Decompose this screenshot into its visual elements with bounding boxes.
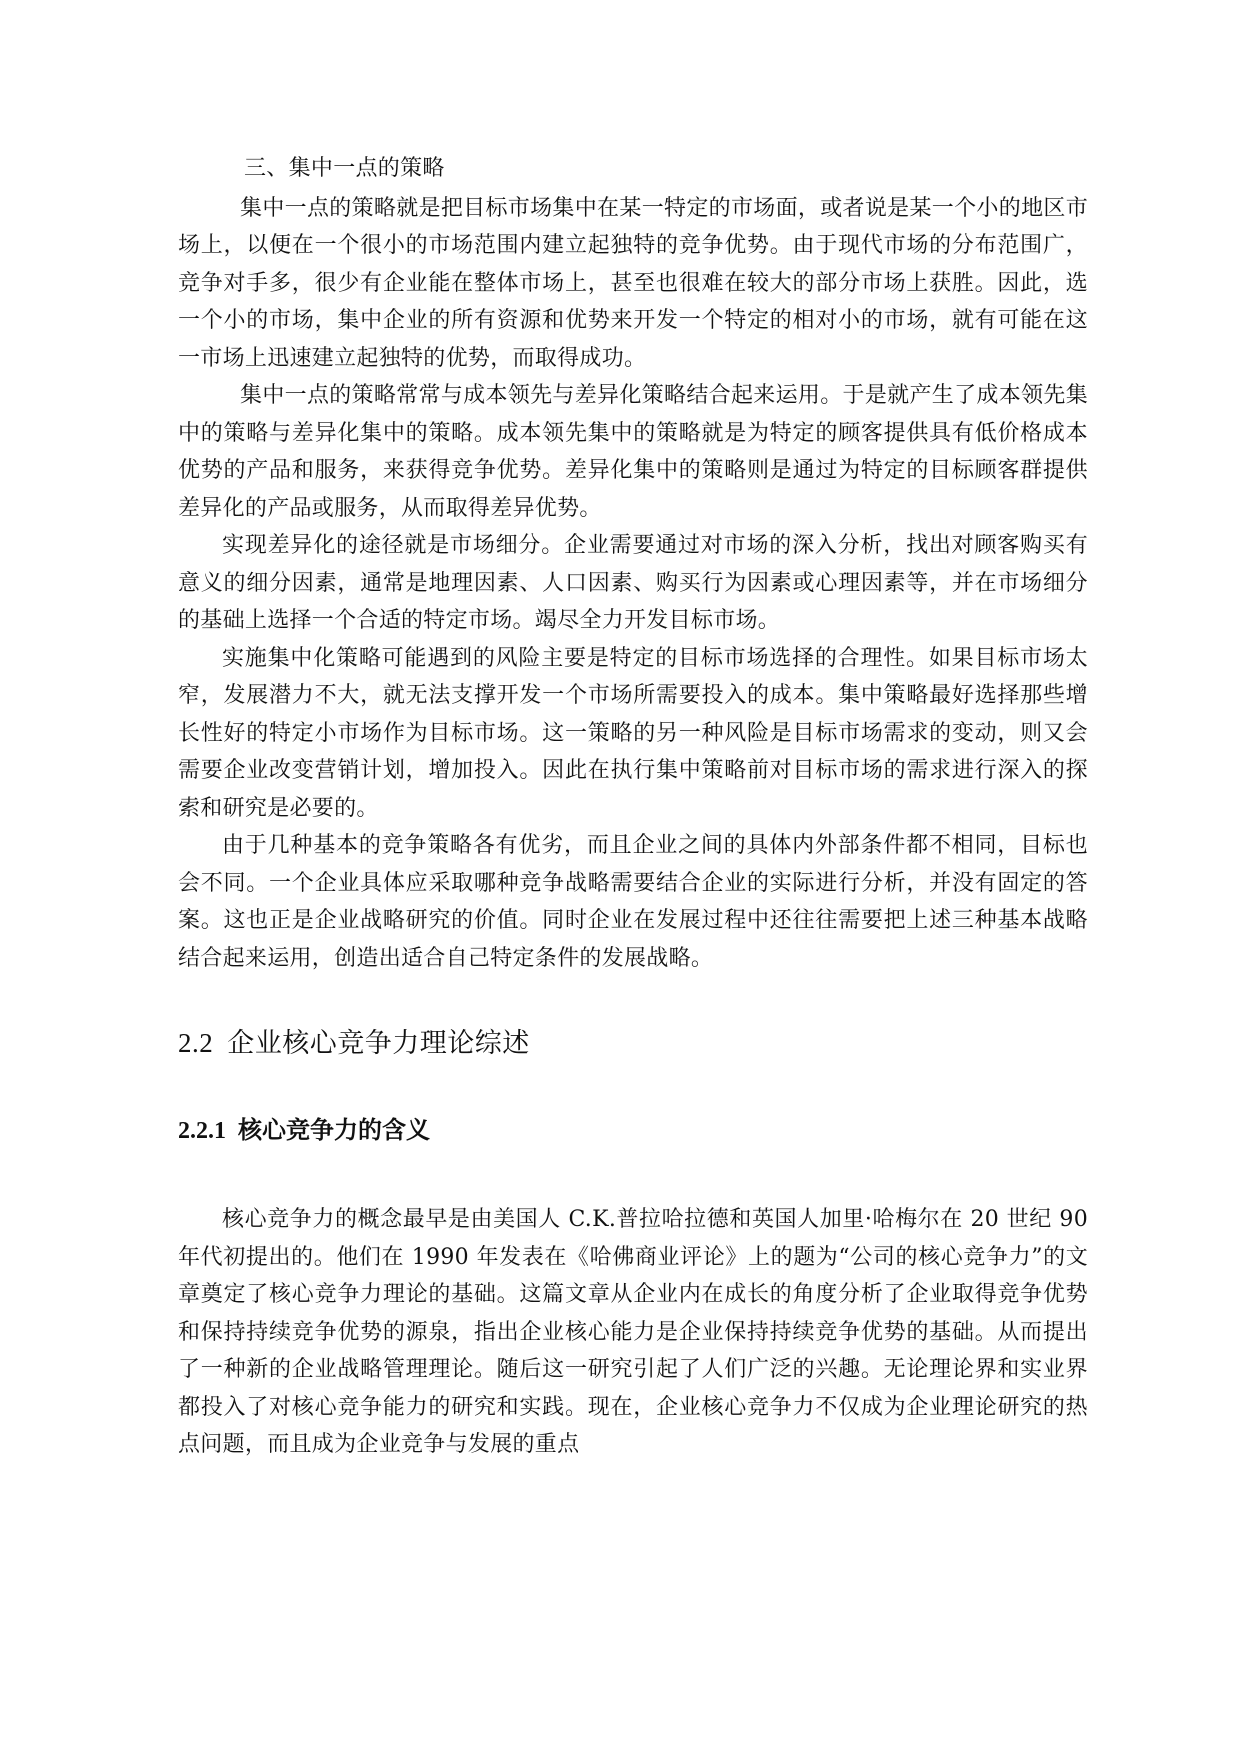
- subsection-title-text: 核心竞争力的含义: [238, 1116, 430, 1144]
- document-page: [178, 150, 1088, 1464]
- section-title-text: 企业核心竞争力理论综述: [227, 1028, 530, 1059]
- subsection-title: [178, 1112, 1088, 1149]
- section-number: 2.2: [178, 1028, 214, 1058]
- paragraph: 实现差异化的途径就是市场细分。企业需要通过对市场的深入分析，找出对顾客购买有意义的细分因素，通常是地理因素、人口因素、购买行为因素或心理因素等，并在市场细分的基础上选择一个合适的特定市场。竭尽全力开发目标市场。: [178, 533, 1088, 633]
- paragraph: 由于几种基本的竞争策略各有优劣，而且企业之间的具体内外部条件都不相同，目标也会不同。一个企业具体应采取哪种竞争战略需要结合企业的实际进行分析，并没有固定的答案。这也正是企业战略研究的价值。同时企业在发展过程中还往往需要把上述三种基本战略结合起来运用，创造出适合自己特定条件的发展战略。: [178, 833, 1088, 971]
- paragraph: 集中一点的策略就是把目标市场集中在某一特定的市场面，或者说是某一个小的地区市场上，以便在一个很小的市场范围内建立起独特的竞争优势。由于现代市场的分布范围广，竞争对手多，很少有企业能在整体市场上，甚至也很难在较大的部分市场上获胜。因此，选一个小的市场，集中企业的所有资源和优势来开发一个特定的相对小的市场，就有可能在这一市场上迅速建立起独特的优势，而取得成功。: [178, 195, 1088, 371]
- subsection-number: 2.2.1: [178, 1118, 226, 1144]
- paragraph: 核心竞争力的概念最早是由美国人 C.K.普拉哈拉德和英国人加里·哈梅尔在 20 世纪 90 年代初提出的。他们在 1990 年发表在《哈佛商业评论》上的题为“公司的核心竞争力”的文章奠定了核心竞争力理论的基础。这篇文章从企业内在成长的角度分析了企业取得竞争优势和保持持续竞争优势的源泉，指出企业核心能力是企业保持持续竞争优势的基础。从而提出了一种新的企业战略管理理论。随后这一研究引起了人们广泛的兴趣。无论理论界和实业界都投入了对核心竞争能力的研究和实践。现在，企业核心竞争力不仅成为企业理论研究的热点问题，而且成为企业竞争与发展的重点: [178, 1207, 1088, 1457]
- section-title: [178, 1023, 1088, 1064]
- paragraph: 集中一点的策略常常与成本领先与差异化策略结合起来运用。于是就产生了成本领先集中的策略与差异化集中的策略。成本领先集中的策略就是为特定的顾客提供具有低价格成本优势的产品和服务，来获得竞争优势。差异化集中的策略则是通过为特定的目标顾客群提供差异化的产品或服务，从而取得差异优势。: [178, 383, 1088, 521]
- paragraph: 实施集中化策略可能遇到的风险主要是特定的目标市场选择的合理性。如果目标市场太窄，发展潜力不大，就无法支撑开发一个市场所需要投入的成本。集中策略最好选择那些增长性好的特定小市场作为目标市场。这一策略的另一种风险是目标市场需求的变动，则又会需要企业改变营销计划，增加投入。因此在执行集中策略前对目标市场的需求进行深入的探索和研究是必要的。: [178, 645, 1088, 821]
- section-heading: 三、集中一点的策略: [244, 156, 445, 181]
